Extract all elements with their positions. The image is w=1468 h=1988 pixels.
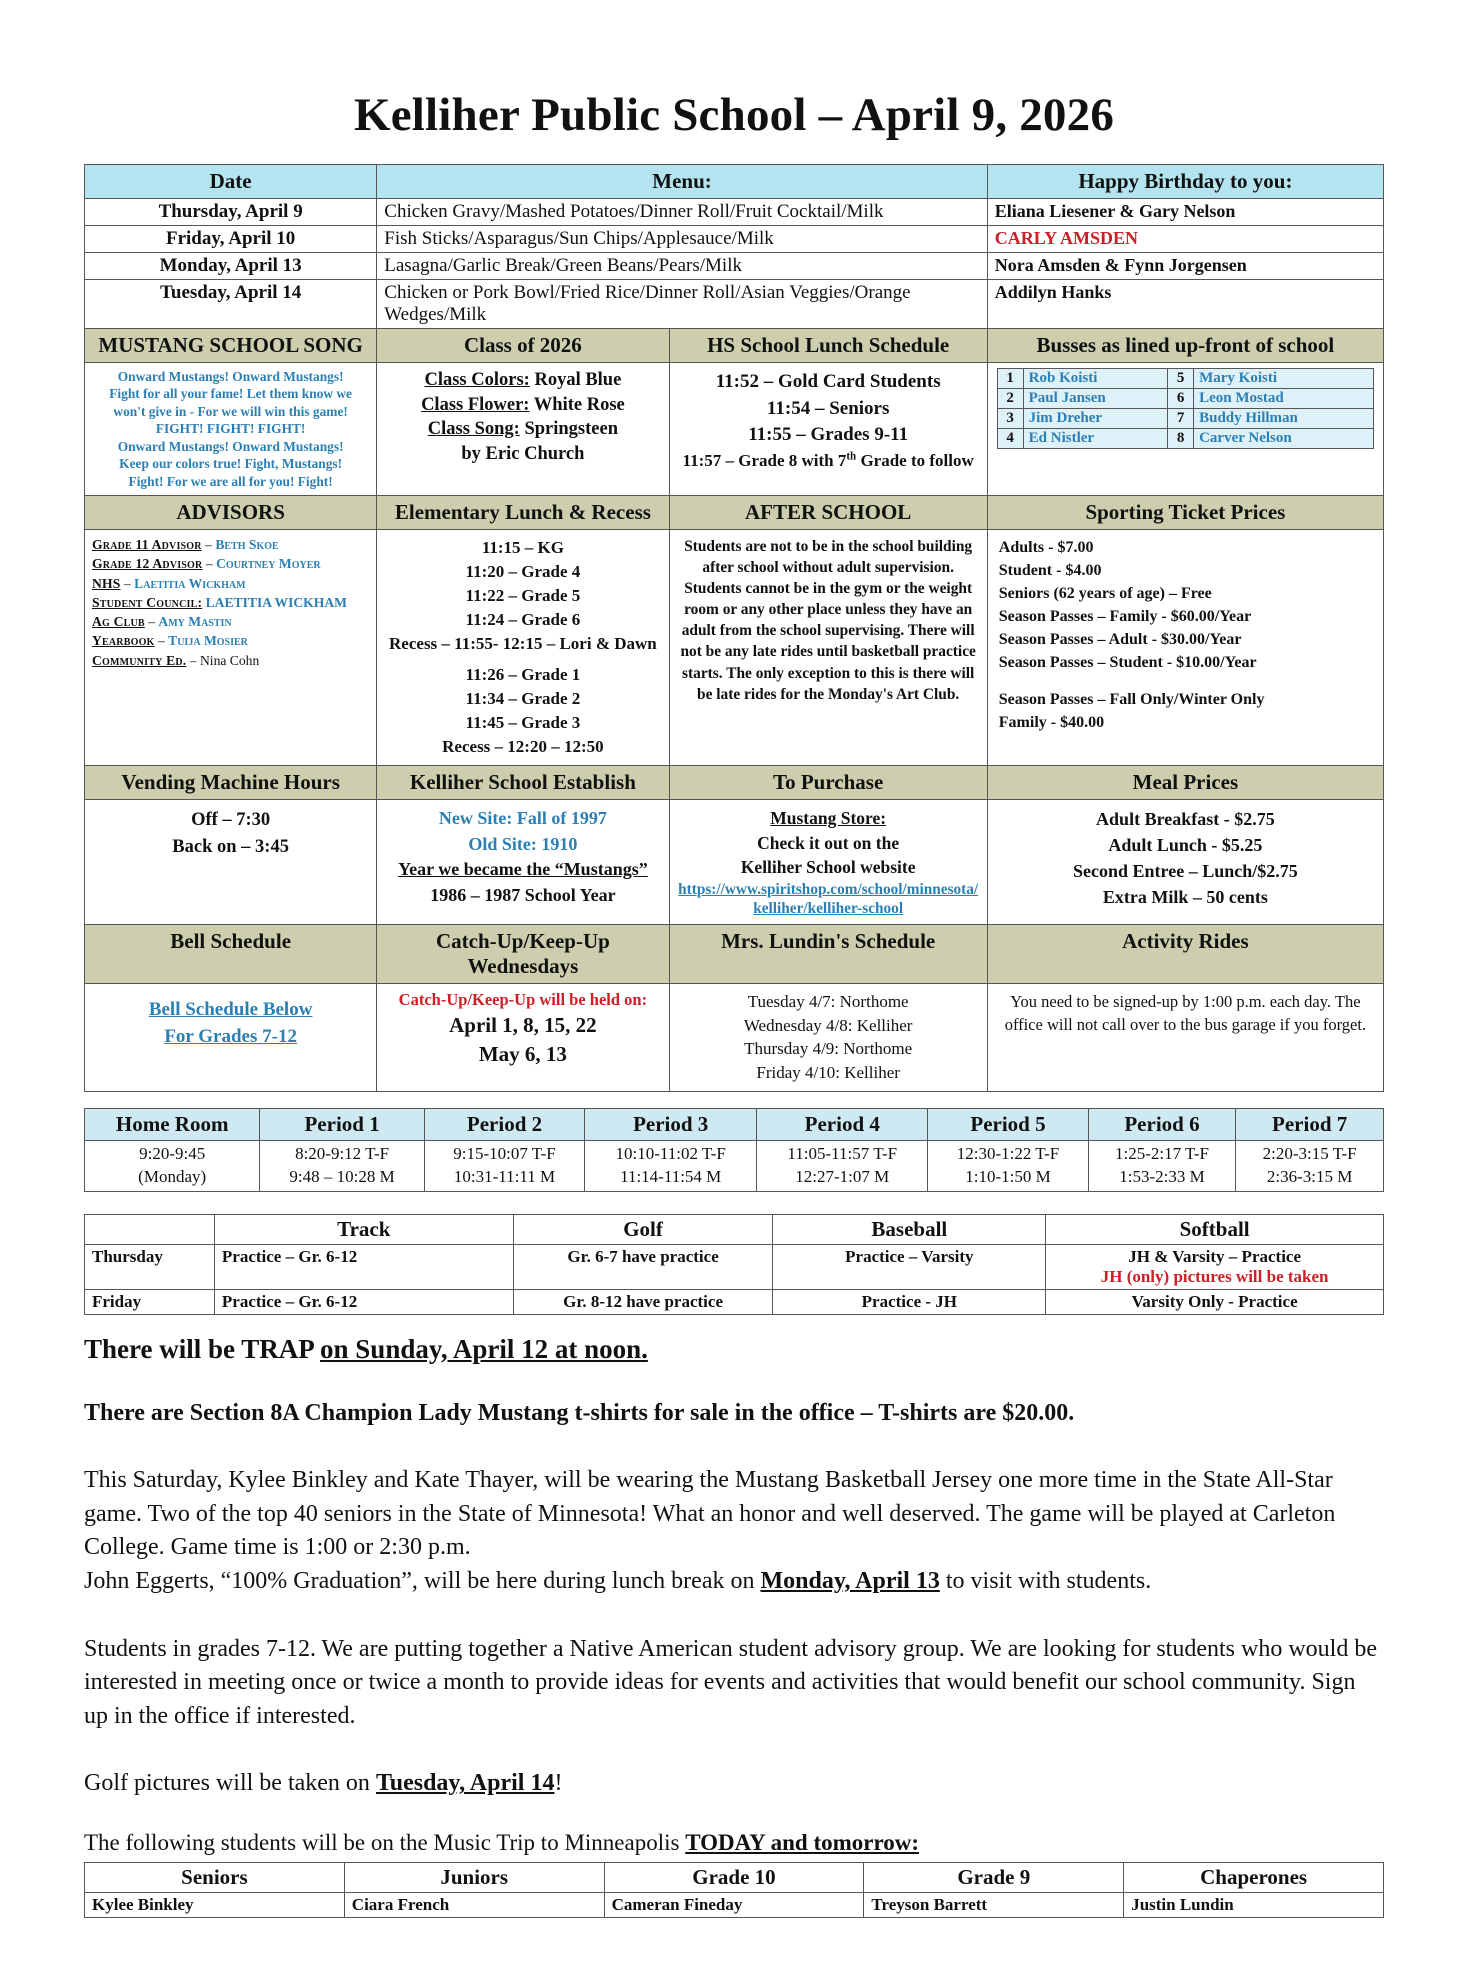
bell-schedule-cell xyxy=(85,983,377,1091)
eggerts-date: Monday, April 13 xyxy=(760,1568,940,1595)
section-header-establish: Kelliher School Establish xyxy=(377,766,669,800)
menu-items: Fish Sticks/Asparagus/Sun Chips/Applesauce/Milk xyxy=(377,226,988,253)
row2-body xyxy=(85,363,1384,496)
section-header-elementary-lunch: Elementary Lunch & Recess xyxy=(377,495,669,529)
music-trip-heading xyxy=(84,1827,1384,1859)
song-line: Onward Mustangs! Onward Mustangs! xyxy=(117,369,344,384)
row5-header xyxy=(85,924,1384,983)
period-times xyxy=(85,1140,260,1191)
bus-row xyxy=(997,409,1373,429)
bus-driver: Paul Jansen xyxy=(1023,389,1167,409)
class-colors-label: Class Colors: xyxy=(424,370,530,390)
page-title: Kelliher Public School – April 9, 2026 xyxy=(353,89,1115,141)
period-time-line: 9:20-9:45 xyxy=(139,1143,206,1163)
advisor-name: Amy Mastin xyxy=(158,614,232,630)
bus-driver: Mary Koisti xyxy=(1194,369,1374,389)
section-header-bell-schedule: Bell Schedule xyxy=(85,924,377,983)
period-header: Period 2 xyxy=(424,1108,584,1140)
bus-number: 4 xyxy=(997,429,1023,449)
price-line: Student - $4.00 xyxy=(998,561,1102,579)
bus-driver: Leon Mostad xyxy=(1194,389,1374,409)
period-times xyxy=(1088,1140,1236,1191)
advisor-item: Yearbook – Tuija Mosier xyxy=(92,633,248,649)
advisor-name: Nina Cohn xyxy=(199,652,260,668)
section-header-advisors: ADVISORS xyxy=(85,495,377,529)
sports-header-golf: Golf xyxy=(513,1214,773,1244)
advisor-role: Ag Club xyxy=(92,614,145,630)
advisor-name: Beth Skoe xyxy=(215,536,279,552)
sporting-prices-cell xyxy=(987,529,1383,765)
vending-line: Back on – 3:45 xyxy=(172,836,289,857)
mustang-store-title: Mustang Store: xyxy=(770,808,887,829)
price-line: Season Passes – Fall Only/Winter Only xyxy=(998,691,1265,709)
elem-lunch-line: 11:45 – Grade 3 xyxy=(465,712,581,732)
golf-pictures-announcement xyxy=(84,1767,1384,1801)
activity-rides-cell xyxy=(987,983,1383,1091)
meal-prices-cell xyxy=(987,800,1383,925)
menu-items: Chicken or Pork Bowl/Fried Rice/Dinner Roll/Asian Veggies/Orange Wedges/Milk xyxy=(377,280,988,329)
elem-recess-line: Recess – 11:55- 12:15 – Lori & Dawn xyxy=(389,634,657,654)
sports-baseball: Practice - JH xyxy=(773,1289,1046,1314)
section-header-class-of-2026: Class of 2026 xyxy=(377,329,669,363)
menu-header-row xyxy=(85,165,1384,199)
school-song-lyrics xyxy=(86,364,375,494)
menu-row xyxy=(85,199,1384,226)
to-purchase-cell xyxy=(669,800,987,925)
section-header-meal-prices: Meal Prices xyxy=(987,766,1383,800)
period-time-line: 10:10-11:02 T-F xyxy=(615,1143,726,1163)
song-line: Keep our colors true! Fight, Mustangs! xyxy=(119,456,343,472)
hs-lunch-cell xyxy=(669,363,987,496)
section-header-hs-lunch: HS School Lunch Schedule xyxy=(669,329,987,363)
sports-golf: Gr. 8-12 have practice xyxy=(513,1289,773,1314)
period-header: Period 4 xyxy=(757,1108,928,1140)
lunch-time-line: 11:57 – Grade 8 with 7th Grade to follow xyxy=(682,450,974,470)
sports-header-track: Track xyxy=(214,1214,513,1244)
sports-row xyxy=(85,1289,1384,1314)
price-line: Adults - $7.00 xyxy=(998,538,1094,556)
meal-price-line: Second Entree – Lunch/$2.75 xyxy=(1073,861,1298,882)
advisor-item: NHS – Laetitia Wickham xyxy=(92,575,246,591)
golf-date: Tuesday, April 14 xyxy=(375,1770,555,1797)
bus-number: 2 xyxy=(997,389,1023,409)
menu-row xyxy=(85,253,1384,280)
advisor-item: Grade 11 Advisor – Beth Skoe xyxy=(92,536,279,552)
bus-number: 7 xyxy=(1168,409,1194,429)
menu-items: Lasagna/Garlic Break/Green Beans/Pears/Milk xyxy=(377,253,988,280)
song-line: Fight! For we are all for you! Fight! xyxy=(128,473,333,489)
meal-price-line: Adult Lunch - $5.25 xyxy=(1108,835,1263,856)
sports-header-baseball: Baseball xyxy=(773,1214,1046,1244)
period-header: Period 5 xyxy=(928,1108,1088,1140)
music-student: Cameran Fineday xyxy=(604,1893,864,1918)
price-line: Season Passes – Student - $10.00/Year xyxy=(998,654,1257,672)
golf-post: ! xyxy=(554,1770,563,1797)
col-header-menu: Menu: xyxy=(377,165,988,199)
eggerts-post: to visit with students. xyxy=(939,1568,1152,1595)
sports-header-blank xyxy=(85,1214,215,1244)
music-pre: The following students will be on the Music Trip to Minneapolis xyxy=(84,1830,686,1855)
period-time-line: 2:36-3:15 M xyxy=(1266,1166,1353,1186)
sports-track: Practice – Gr. 6-12 xyxy=(214,1289,513,1314)
advisor-name: Courtney Moyer xyxy=(216,556,321,572)
period-header: Period 1 xyxy=(260,1108,425,1140)
elem-lunch-line: 11:15 – KG xyxy=(481,537,564,557)
period-times-row xyxy=(85,1140,1384,1191)
elem-lunch-line: 11:24 – Grade 6 xyxy=(465,610,581,630)
period-header: Period 3 xyxy=(585,1108,757,1140)
catchup-warning: Catch-Up/Keep-Up will be held on: xyxy=(398,989,648,1009)
elem-recess-line: Recess – 12:20 – 12:50 xyxy=(442,736,604,756)
section-header-activity-rides: Activity Rides xyxy=(987,924,1383,983)
music-row xyxy=(85,1893,1384,1918)
lundin-line: Thursday 4/9: Northome xyxy=(744,1039,913,1059)
vending-line: Off – 7:30 xyxy=(191,810,271,831)
menu-row xyxy=(85,280,1384,329)
bus-row xyxy=(997,429,1373,449)
advisor-name: LAETITIA WICKHAM xyxy=(205,594,347,610)
bus-driver: Ed Nistler xyxy=(1023,429,1167,449)
bus-number: 6 xyxy=(1168,389,1194,409)
lunch-time-line: 11:55 – Grades 9-11 xyxy=(748,424,909,446)
row3-body xyxy=(85,529,1384,765)
music-header-grade9: Grade 9 xyxy=(864,1863,1124,1893)
song-line: won't give in - For we will win this game! xyxy=(113,403,348,419)
period-time-line: (Monday) xyxy=(138,1166,207,1186)
music-student: Treyson Barrett xyxy=(864,1893,1124,1918)
bus-number: 8 xyxy=(1168,429,1194,449)
menu-items: Chicken Gravy/Mashed Potatoes/Dinner Roll/Fruit Cocktail/Milk xyxy=(377,199,988,226)
sports-day: Friday xyxy=(85,1289,215,1314)
bus-driver: Carver Nelson xyxy=(1194,429,1374,449)
busses-cell xyxy=(987,363,1383,496)
new-site-line: New Site: Fall of 1997 xyxy=(438,808,607,829)
period-times xyxy=(585,1140,757,1191)
advisor-role: Student Council: xyxy=(92,594,203,610)
advisor-item xyxy=(92,593,369,612)
advisor-item: Ag Club – Amy Mastin xyxy=(92,614,232,630)
section-header-busses: Busses as lined up-front of school xyxy=(987,329,1383,363)
announcement-page xyxy=(0,88,1468,1918)
period-times xyxy=(424,1140,584,1191)
section-header-vending: Vending Machine Hours xyxy=(85,766,377,800)
menu-date: Friday, April 10 xyxy=(85,226,377,253)
class-song-artist: by Eric Church xyxy=(461,443,585,464)
bus-driver: Rob Koisti xyxy=(1023,369,1167,389)
golf-pre: Golf pictures will be taken on xyxy=(84,1770,376,1797)
sports-day: Thursday xyxy=(85,1244,215,1289)
bell-line: For Grades 7-12 xyxy=(164,1025,297,1047)
vending-cell xyxy=(85,800,377,925)
bus-number: 5 xyxy=(1168,369,1194,389)
advisory-group-announcement: Students in grades 7-12. We are putting together a Native American student advisory group. We are looking for students who would be interested in meeting once or twice a month to provide ideas for events and activities that would benefit our school community. Sign up in the office if interested. xyxy=(84,1635,1377,1729)
section-header-catchup: Catch-Up/Keep-Up Wednesdays xyxy=(377,924,669,983)
lundin-line: Tuesday 4/7: Northome xyxy=(747,991,909,1011)
period-times xyxy=(757,1140,928,1191)
menu-date: Tuesday, April 14 xyxy=(85,280,377,329)
period-time-line: 11:05-11:57 T-F xyxy=(787,1143,898,1163)
eggerts-announcement xyxy=(84,1565,1384,1599)
price-line: Seniors (62 years of age) – Free xyxy=(998,585,1212,603)
lundin-line: Wednesday 4/8: Kelliher xyxy=(743,1015,913,1035)
period-time-line: 2:20-3:15 T-F xyxy=(1262,1143,1357,1163)
advisor-role: Grade 12 Advisor xyxy=(92,556,203,572)
activity-rides-text: You need to be signed-up by 1:00 p.m. each day. The office will not call over to the bus garage if you forget. xyxy=(1004,991,1367,1034)
tshirt-announcement: There are Section 8A Champion Lady Mustang t-shirts for sale in the office – T-shirts are $20.00. xyxy=(84,1399,1075,1426)
music-today: TODAY and tomorrow: xyxy=(685,1830,920,1855)
section-header-after-school: AFTER SCHOOL xyxy=(669,495,987,529)
purchase-line: Check it out on the xyxy=(757,832,900,853)
lundin-line: Friday 4/10: Kelliher xyxy=(756,1063,900,1083)
advisor-item: Community Ed. – Nina Cohn xyxy=(92,652,260,668)
col-header-birthday: Happy Birthday to you: xyxy=(987,165,1383,199)
period-header: Home Room xyxy=(85,1108,260,1140)
birthday-names: Addilyn Hanks xyxy=(987,280,1383,329)
establish-cell xyxy=(377,800,669,925)
sports-track: Practice – Gr. 6-12 xyxy=(214,1244,513,1289)
music-header-seniors: Seniors xyxy=(85,1863,345,1893)
advisor-role: Grade 11 Advisor xyxy=(92,536,202,552)
song-line: Fight for all your fame! Let them know we xyxy=(109,386,352,402)
period-time-line: 8:20-9:12 T-F xyxy=(295,1143,390,1163)
period-time-line: 9:15-10:07 T-F xyxy=(453,1143,556,1163)
elem-lunch-line: 11:22 – Grade 5 xyxy=(465,586,581,606)
allstar-announcement: This Saturday, Kylee Binkley and Kate Thayer, will be wearing the Mustang Basketball Jersey one more time in the State All-Star game. Two of the top 40 seniors in the State of Minnesota! What an honor and well deserved. The game will be played at Carleton College. Game time is 1:00 or 2:30 p.m. xyxy=(84,1467,1336,1561)
after-school-cell xyxy=(669,529,987,765)
row2-header xyxy=(85,329,1384,363)
lunch-time-line: 11:52 – Gold Card Students xyxy=(715,371,941,392)
class-song-label: Class Song: xyxy=(427,419,520,440)
class-colors-line xyxy=(382,368,663,393)
music-header-row xyxy=(85,1863,1384,1893)
period-time-line: 1:25-2:17 T-F xyxy=(1114,1143,1209,1163)
advisor-name: Tuija Mosier xyxy=(168,633,248,649)
purchase-line: Kelliher School website xyxy=(740,857,916,878)
row5-body xyxy=(85,983,1384,1091)
school-song-cell xyxy=(85,363,377,496)
period-time-line: 11:14-11:54 M xyxy=(620,1166,722,1186)
music-header-grade10: Grade 10 xyxy=(604,1863,864,1893)
sports-practice-table xyxy=(84,1214,1384,1315)
song-line: Onward Mustangs! Onward Mustangs! xyxy=(117,438,344,454)
birthday-names: Eliana Liesener & Gary Nelson xyxy=(987,199,1383,226)
period-time-line: 10:31-11:11 M xyxy=(453,1166,556,1186)
row4-header xyxy=(85,766,1384,800)
row3-header xyxy=(85,495,1384,529)
music-trip-table xyxy=(84,1862,1384,1918)
period-time-line: 12:30-1:22 T-F xyxy=(956,1143,1060,1163)
music-student: Kylee Binkley xyxy=(85,1893,345,1918)
elem-lunch-line: 11:34 – Grade 2 xyxy=(465,688,581,708)
eggerts-pre: John Eggerts, “100% Graduation”, will be here during lunch break on xyxy=(84,1568,761,1595)
advisor-name: Laetitia Wickham xyxy=(134,575,246,591)
trap-pre: There will be TRAP xyxy=(84,1333,321,1364)
class-song-value: Springsteen xyxy=(524,419,618,440)
music-student: Justin Lundin xyxy=(1124,1893,1384,1918)
section-header-lundin: Mrs. Lundin's Schedule xyxy=(669,924,987,983)
period-header: Period 6 xyxy=(1088,1108,1236,1140)
birthday-names: Nora Amsden & Fynn Jorgensen xyxy=(987,253,1383,280)
period-time-line: 1:53-2:33 M xyxy=(1119,1166,1205,1186)
price-line: Season Passes – Adult - $30.00/Year xyxy=(998,631,1242,649)
bus-list-table xyxy=(997,368,1374,449)
trap-date: on Sunday, April 12 at noon. xyxy=(320,1333,648,1364)
softball-line: JH & Varsity – Practice xyxy=(1128,1246,1302,1266)
period-times xyxy=(928,1140,1088,1191)
class-flower-line xyxy=(382,393,663,418)
class-flower-label: Class Flower: xyxy=(421,394,530,415)
menu-row xyxy=(85,226,1384,253)
lunch-time-line: 11:54 – Seniors xyxy=(766,397,890,419)
advisors-cell xyxy=(85,529,377,765)
song-line: FIGHT! FIGHT! FIGHT! xyxy=(155,421,306,437)
bus-driver: Buddy Hillman xyxy=(1194,409,1374,429)
bus-row xyxy=(997,369,1373,389)
class-song-line xyxy=(382,417,663,442)
period-time-line: 9:48 – 10:28 M xyxy=(289,1166,395,1186)
old-site-line: Old Site: 1910 xyxy=(468,833,578,854)
col-header-date: Date xyxy=(85,165,377,199)
main-info-table xyxy=(84,164,1384,1092)
sports-baseball: Practice – Varsity xyxy=(773,1244,1046,1289)
bus-driver: Jim Dreher xyxy=(1023,409,1167,429)
section-header-to-purchase: To Purchase xyxy=(669,766,987,800)
trap-announcement xyxy=(84,1331,1384,1369)
price-line: Season Passes – Family - $60.00/Year xyxy=(998,608,1252,626)
elem-lunch-line: 11:26 – Grade 1 xyxy=(465,664,581,684)
bus-number: 1 xyxy=(997,369,1023,389)
bus-row xyxy=(997,389,1373,409)
music-header-chaperones: Chaperones xyxy=(1124,1863,1384,1893)
period-time-line: 1:10-1:50 M xyxy=(965,1166,1051,1186)
class-of-2026-cell xyxy=(377,363,669,496)
period-schedule-table xyxy=(84,1108,1384,1192)
sports-softball xyxy=(1046,1244,1384,1289)
class-flower-value: White Rose xyxy=(533,394,625,415)
catchup-dates: April 1, 8, 15, 22 xyxy=(449,1013,597,1038)
sports-row xyxy=(85,1244,1384,1289)
softball-note: JH (only) pictures will be taken xyxy=(1100,1266,1329,1286)
advisor-item: Grade 12 Advisor – Courtney Moyer xyxy=(92,556,321,572)
sports-golf: Gr. 6-7 have practice xyxy=(513,1244,773,1289)
advisor-role: Community Ed. xyxy=(92,652,187,668)
advisor-role: NHS xyxy=(92,575,121,591)
mustangs-label: Year we became the “Mustangs” xyxy=(398,859,648,880)
period-times xyxy=(260,1140,425,1191)
period-time-line: 12:27-1:07 M xyxy=(795,1166,890,1186)
bus-number: 3 xyxy=(997,409,1023,429)
period-header: Period 7 xyxy=(1236,1108,1384,1140)
mustangs-year: 1986 – 1987 School Year xyxy=(430,884,616,905)
meal-price-line: Adult Breakfast - $2.75 xyxy=(1096,809,1275,830)
class-colors-value: Royal Blue xyxy=(534,370,622,390)
advisor-role: Yearbook xyxy=(92,633,155,649)
catchup-dates: May 6, 13 xyxy=(478,1041,567,1066)
period-header-row xyxy=(85,1108,1384,1140)
bell-line: Bell Schedule Below xyxy=(148,998,313,1020)
meal-price-line: Extra Milk – 50 cents xyxy=(1102,887,1268,908)
sports-header-row xyxy=(85,1214,1384,1244)
birthday-names: CARLY AMSDEN xyxy=(987,226,1383,253)
period-times xyxy=(1236,1140,1384,1191)
sports-header-softball: Softball xyxy=(1046,1214,1384,1244)
menu-date: Monday, April 13 xyxy=(85,253,377,280)
price-line: Family - $40.00 xyxy=(998,714,1105,732)
section-header-school-song: MUSTANG SCHOOL SONG xyxy=(85,329,377,363)
elem-lunch-line: 11:20 – Grade 4 xyxy=(465,562,581,582)
sports-softball: Varsity Only - Practice xyxy=(1046,1289,1384,1314)
row4-body xyxy=(85,800,1384,925)
catchup-cell xyxy=(377,983,669,1091)
section-header-sporting-prices: Sporting Ticket Prices xyxy=(987,495,1383,529)
music-student: Ciara French xyxy=(344,1893,604,1918)
lundin-schedule-cell xyxy=(669,983,987,1091)
menu-date: Thursday, April 9 xyxy=(85,199,377,226)
spiritshop-link[interactable]: https://www.spiritshop.com/school/minnesota/kelliher/kelliher-school xyxy=(678,880,979,917)
music-header-juniors: Juniors xyxy=(344,1863,604,1893)
after-school-text: Students are not to be in the school building after school without adult supervision. Students cannot be in the gym or the weight room or any other place unless they have an adult from the school supervising. There will not be any late rides until basketball practice starts. The only exception to this is there will be late rides for the Monday's Art Club. xyxy=(680,537,976,703)
elementary-lunch-cell xyxy=(377,529,669,765)
